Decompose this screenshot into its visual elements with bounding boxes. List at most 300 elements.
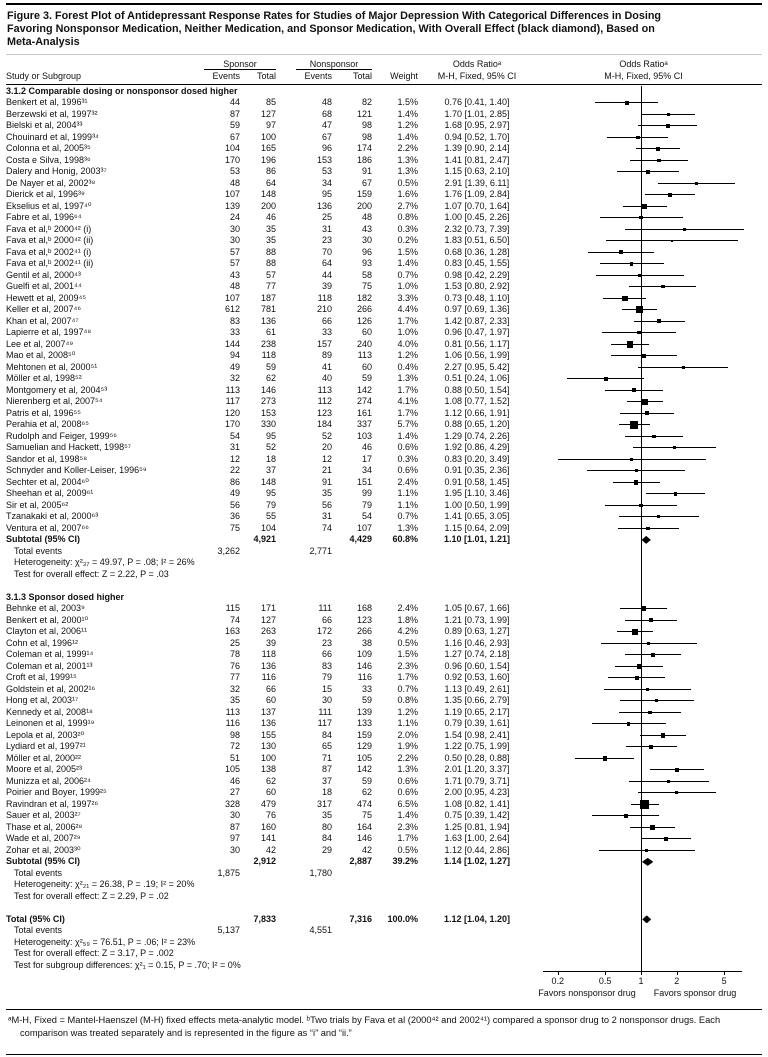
- stat-text: Test for overall effect: Z = 2.22, P = .03: [14, 568, 169, 579]
- spacer: [240, 868, 276, 880]
- point-estimate-marker: [656, 147, 661, 152]
- point-estimate-marker: [667, 780, 670, 783]
- weight: 1.7%: [397, 672, 418, 683]
- or-ci-text: 0.83 [0.20, 3.49]: [444, 453, 510, 464]
- study-label: Gentil et al, 2000⁴³: [6, 269, 81, 280]
- nonsponsor-events: 40: [321, 373, 332, 384]
- point-estimate-marker: [675, 791, 678, 794]
- point-estimate-marker: [619, 250, 623, 254]
- bottom-rule: [6, 1054, 762, 1055]
- weight: 1.1%: [397, 499, 418, 510]
- subtotal-row-weight: 39.2%: [392, 856, 418, 867]
- nonsponsor-total: 126: [356, 315, 372, 326]
- subtotal-row-sponsor-total: 4,921: [253, 534, 276, 545]
- point-estimate-marker: [652, 435, 656, 439]
- sponsor-events: 27: [229, 787, 240, 798]
- nonsponsor-events: 66: [321, 614, 332, 625]
- study-row: [6, 419, 762, 431]
- study-label: Benkert et al, 2000¹⁰: [6, 614, 89, 625]
- plot-cell: [536, 695, 751, 707]
- point-estimate-marker: [649, 745, 653, 749]
- point-estimate-marker: [630, 458, 633, 461]
- sponsor-total: 79: [265, 499, 276, 510]
- nonsponsor-events: 21: [321, 465, 332, 476]
- total-events-sponsor: 3,262: [217, 545, 240, 556]
- nonsponsor-total: 164: [356, 821, 372, 832]
- or-ci-text: 2.01 [1.20, 3.37]: [444, 764, 510, 775]
- favors-nonsponsor-label: Favors nonsponsor drug: [538, 988, 636, 999]
- nonsponsor-total: 337: [356, 419, 372, 430]
- sponsor-total: 66: [265, 683, 276, 694]
- nonsponsor-total: 75: [361, 281, 372, 292]
- nonsponsor-events: 47: [321, 120, 332, 131]
- plot-cell: [536, 707, 751, 719]
- weight: 1.3%: [397, 522, 418, 533]
- study-label: Sandor et al, 1998⁵⁸: [6, 453, 88, 464]
- weight: 2.2%: [397, 752, 418, 763]
- point-estimate-marker: [630, 421, 638, 429]
- nonsponsor-total: 159: [356, 189, 372, 200]
- sponsor-events: 22: [229, 465, 240, 476]
- header-spacer: [276, 58, 296, 70]
- column-header-mh-text: M-H, Fixed, 95% CI: [437, 70, 517, 81]
- plot-cell: [536, 385, 751, 397]
- study-label: Sir et al, 2005⁶²: [6, 499, 69, 510]
- or-ci-text: 0.88 [0.50, 1.54]: [444, 384, 510, 395]
- sponsor-events: 32: [229, 683, 240, 694]
- sponsor-total: 35: [265, 223, 276, 234]
- weight: 1.1%: [397, 718, 418, 729]
- nonsponsor-total: 59: [361, 373, 372, 384]
- sponsor-total: 127: [260, 108, 276, 119]
- study-row: [6, 638, 762, 650]
- plot-cell: [536, 684, 751, 696]
- nonsponsor-events: 80: [321, 821, 332, 832]
- nonsponsor-events: 12: [321, 453, 332, 464]
- plot-cell: [536, 339, 751, 351]
- or-ci-text: 0.98 [0.42, 2.29]: [444, 269, 510, 280]
- nonsponsor-events: 79: [321, 672, 332, 683]
- study-row: [6, 155, 762, 167]
- point-estimate-marker: [645, 411, 649, 415]
- weight: 2.0%: [397, 729, 418, 740]
- plot-cell: [536, 258, 751, 270]
- study-row: [6, 281, 762, 293]
- weight: 0.6%: [397, 465, 418, 476]
- column-header-study: Study or Subgroup: [6, 70, 82, 81]
- sponsor-events: 144: [224, 338, 240, 349]
- column-header-nonsponsor-events: Events: [304, 70, 332, 81]
- weight: 6.5%: [397, 798, 418, 809]
- figure-title-line-3: Meta-Analysis: [7, 36, 80, 49]
- sponsor-total: 85: [265, 97, 276, 108]
- point-estimate-marker: [675, 768, 679, 772]
- study-row: [6, 350, 762, 362]
- point-estimate-marker: [646, 688, 649, 691]
- study-row: [6, 316, 762, 328]
- sponsor-total: 104: [260, 522, 276, 533]
- study-label: Rudolph and Feiger, 1999⁵⁶: [6, 430, 118, 441]
- forest-plot-axis: [6, 971, 762, 1005]
- nonsponsor-events: 31: [321, 223, 332, 234]
- study-label: Hong et al, 2003¹⁷: [6, 695, 79, 706]
- study-label: Dalery and Honig, 2003³⁷: [6, 166, 107, 177]
- weight: 1.0%: [397, 327, 418, 338]
- sponsor-total: 76: [265, 810, 276, 821]
- point-estimate-marker: [666, 124, 669, 127]
- weight: 0.7%: [397, 269, 418, 280]
- sponsor-total: 57: [265, 269, 276, 280]
- nonsponsor-total: 266: [356, 304, 372, 315]
- study-row: [6, 672, 762, 684]
- study-row: [6, 258, 762, 270]
- stat-row: [6, 569, 762, 581]
- study-label: Kennedy et al, 2008¹⁸: [6, 706, 93, 717]
- study-label: Hewett et al, 2009⁴⁵: [6, 292, 87, 303]
- point-estimate-marker: [642, 354, 645, 357]
- plot-cell: [536, 178, 751, 190]
- plot-cell: [536, 753, 751, 765]
- weight: 1.2%: [397, 706, 418, 717]
- study-label: Perahia et al, 2008⁶⁵: [6, 419, 89, 430]
- weight: 1.4%: [397, 810, 418, 821]
- study-row: [6, 132, 762, 144]
- point-estimate-marker: [664, 837, 668, 841]
- nonsponsor-total: 174: [356, 143, 372, 154]
- nonsponsor-total: 48: [361, 212, 372, 223]
- subtotal-row-sponsor-total: 2,912: [253, 856, 276, 867]
- weight: 0.7%: [397, 511, 418, 522]
- nonsponsor-events: 153: [316, 154, 332, 165]
- subtotal-row-label: Subtotal (95% CI): [6, 534, 81, 545]
- nonsponsor-total: 93: [361, 258, 372, 269]
- or-ci-text: 1.21 [0.73, 1.99]: [444, 614, 510, 625]
- plot-cell: [536, 316, 751, 328]
- or-ci-text: 1.83 [0.51, 6.50]: [444, 235, 510, 246]
- weight: 1.3%: [397, 154, 418, 165]
- sponsor-total: 116: [261, 672, 276, 683]
- column-header-weight: Weight: [390, 70, 418, 81]
- nonsponsor-events: 157: [316, 338, 332, 349]
- sponsor-total: 62: [265, 775, 276, 786]
- weight: 1.3%: [397, 373, 418, 384]
- sponsor-total: 118: [261, 350, 276, 361]
- column-header-sponsor-events: Events: [212, 70, 240, 81]
- stat-text: Test for overall effect: Z = 3.17, P = .002: [14, 948, 174, 959]
- or-ci-text: 1.39 [0.90, 2.14]: [444, 143, 510, 154]
- sponsor-events: 78: [229, 649, 240, 660]
- study-label: Mehtonen et al, 2000⁵¹: [6, 361, 98, 372]
- sponsor-total: 77: [265, 281, 276, 292]
- point-estimate-marker: [646, 170, 650, 174]
- sponsor-total: 35: [265, 235, 276, 246]
- or-ci-text: 0.79 [0.39, 1.61]: [444, 718, 510, 729]
- plot-cell: [536, 511, 751, 523]
- or-ci-text: 1.00 [0.45, 2.26]: [444, 212, 510, 223]
- plot-cell: [536, 419, 751, 431]
- weight: 1.7%: [397, 315, 418, 326]
- plot-cell: [536, 488, 751, 500]
- study-label: Zohar et al, 2003³⁰: [6, 844, 81, 855]
- study-label: Costa e Silva, 1998³⁶: [6, 154, 91, 165]
- plot-cell: [536, 132, 751, 144]
- nonsponsor-total: 168: [356, 603, 372, 614]
- sponsor-events: 31: [229, 442, 240, 453]
- sponsor-total: 52: [265, 442, 276, 453]
- weight: 1.5%: [397, 97, 418, 108]
- study-row: [6, 753, 762, 765]
- study-label: Coleman et al, 2001¹³: [6, 660, 93, 671]
- plot-cell: [536, 120, 751, 132]
- nonsponsor-total: 62: [361, 787, 372, 798]
- study-row: [6, 178, 762, 190]
- sponsor-total: 64: [265, 177, 276, 188]
- axis-tick: [724, 971, 725, 975]
- study-label: Möller et al, 1998⁵²: [6, 373, 82, 384]
- point-estimate-marker: [603, 756, 608, 761]
- point-estimate-marker: [650, 825, 655, 830]
- study-label: Khan et al, 2007⁴⁷: [6, 315, 79, 326]
- point-estimate-marker: [695, 182, 698, 185]
- point-estimate-marker: [647, 642, 650, 645]
- study-label: De Nayer et al, 2002³⁸: [6, 177, 96, 188]
- point-estimate-marker: [671, 240, 674, 243]
- study-label: Guelfi et al, 2001⁴⁴: [6, 281, 82, 292]
- subtotal-row-nonsponsor-total: 2,887: [349, 856, 372, 867]
- sponsor-total: 46: [265, 212, 276, 223]
- sponsor-events: 54: [229, 430, 240, 441]
- study-row: [6, 822, 762, 834]
- nonsponsor-events: 84: [321, 833, 332, 844]
- axis-tick-label: 0.2: [551, 976, 565, 987]
- or-ci-text: 0.97 [0.69, 1.36]: [444, 304, 510, 315]
- point-estimate-marker: [642, 204, 647, 209]
- study-row: [6, 810, 762, 822]
- sponsor-total: 148: [260, 189, 276, 200]
- nonsponsor-total: 116: [357, 672, 372, 683]
- sponsor-total: 127: [260, 614, 276, 625]
- stat-row: [6, 891, 762, 903]
- subtotal-row-weight: 60.8%: [392, 534, 418, 545]
- plot-cell: [536, 224, 751, 236]
- stat-text: Heterogeneity: χ²₃₇ = 49.97, P = .08; I² = 26%: [14, 557, 195, 568]
- nonsponsor-events: 87: [321, 764, 332, 775]
- plot-cell: [536, 718, 751, 730]
- sponsor-events: 72: [229, 741, 240, 752]
- study-row: [6, 385, 762, 397]
- or-ci-text: 1.41 [0.81, 2.47]: [444, 154, 510, 165]
- weight: 0.8%: [397, 212, 418, 223]
- or-ci-text: 1.53 [0.80, 2.92]: [444, 281, 510, 292]
- study-row: [6, 845, 762, 857]
- plot-cell: [536, 212, 751, 224]
- weight: 0.3%: [397, 223, 418, 234]
- sponsor-total: 479: [260, 798, 276, 809]
- weight: 0.2%: [397, 235, 418, 246]
- plot-cell: [536, 787, 751, 799]
- plot-cell: [536, 97, 751, 109]
- nonsponsor-events: 31: [321, 511, 332, 522]
- sponsor-total: 136: [260, 315, 276, 326]
- plot-cell: [536, 649, 751, 661]
- sponsor-events: 163: [224, 626, 240, 637]
- weight: 0.6%: [397, 775, 418, 786]
- plot-cell: [536, 270, 751, 282]
- sponsor-events: 44: [229, 97, 240, 108]
- nonsponsor-total: 266: [356, 626, 372, 637]
- plot-cell: [536, 431, 751, 443]
- spacer: [240, 546, 276, 558]
- sponsor-events: 24: [229, 212, 240, 223]
- sponsor-events: 49: [229, 488, 240, 499]
- weight: 1.0%: [397, 281, 418, 292]
- summary-diamond: [642, 915, 651, 923]
- study-label: Thase et al, 2006²⁸: [6, 821, 83, 832]
- nonsponsor-events: 30: [321, 695, 332, 706]
- point-estimate-marker: [634, 480, 639, 485]
- nonsponsor-events: 66: [321, 649, 332, 660]
- nonsponsor-events: 44: [321, 269, 332, 280]
- or-ci-text: 0.96 [0.47, 1.97]: [444, 327, 510, 338]
- nonsponsor-events: 111: [318, 706, 332, 717]
- figure-title-line-2: Favoring Nonsponsor Medication, Neither Medication, and Sponsor Medication, With Overall Effect (black diamond), Based on: [7, 23, 655, 36]
- weight: 1.7%: [397, 833, 418, 844]
- study-row: [6, 776, 762, 788]
- nonsponsor-total: 186: [356, 154, 372, 165]
- sponsor-events: 48: [229, 281, 240, 292]
- nonsponsor-total: 103: [356, 430, 372, 441]
- plot-cell: [536, 465, 751, 477]
- nonsponsor-total: 105: [356, 752, 372, 763]
- study-row: [6, 661, 762, 673]
- weight: 2.4%: [397, 476, 418, 487]
- nonsponsor-total: 107: [356, 522, 372, 533]
- nonsponsor-events: 66: [321, 315, 332, 326]
- point-estimate-marker: [646, 527, 650, 531]
- weight: 3.3%: [397, 292, 418, 303]
- plot-cell: [536, 166, 751, 178]
- nonsponsor-events: 53: [321, 166, 332, 177]
- sponsor-events: 104: [224, 143, 240, 154]
- plot-cell: [536, 201, 751, 213]
- sponsor-events: 113: [225, 706, 240, 717]
- figure-title: [6, 5, 762, 54]
- or-ci-text: 1.29 [0.74, 2.26]: [444, 430, 510, 441]
- total-events-row: [6, 925, 762, 937]
- sponsor-events: 56: [229, 499, 240, 510]
- point-estimate-marker: [657, 159, 661, 163]
- sponsor-total: 97: [265, 120, 276, 131]
- total-events-label: Total events: [14, 925, 63, 936]
- subtotal-row-label: Subtotal (95% CI): [6, 856, 81, 867]
- sponsor-events: 107: [224, 189, 240, 200]
- sponsor-events: 98: [229, 729, 240, 740]
- sponsor-events: 328: [224, 798, 240, 809]
- nonsponsor-total: 240: [356, 338, 372, 349]
- or-ci-text: 1.76 [1.09, 2.84]: [444, 189, 510, 200]
- nonsponsor-total: 98: [361, 131, 372, 142]
- or-ci-text: 0.91 [0.35, 2.36]: [444, 465, 510, 476]
- nonsponsor-events: 210: [316, 304, 332, 315]
- weight: 1.5%: [397, 246, 418, 257]
- nonsponsor-events: 67: [321, 131, 332, 142]
- plot-cell: [536, 350, 751, 362]
- study-row: [6, 362, 762, 374]
- study-row: [6, 626, 762, 638]
- overall-total-row-sponsor-total: 7,833: [253, 913, 276, 924]
- study-label: Montgomery et al, 2004⁵³: [6, 384, 108, 395]
- plot-cell: [536, 856, 751, 868]
- sponsor-events: 57: [229, 246, 240, 257]
- study-row: [6, 212, 762, 224]
- study-label: Ravindran et al, 1997²⁶: [6, 798, 99, 809]
- study-label: Nierenberg et al, 2007⁵⁴: [6, 396, 103, 407]
- or-ci-text: 1.05 [0.67, 1.66]: [444, 603, 510, 614]
- weight: 1.8%: [397, 614, 418, 625]
- nonsponsor-events: 23: [321, 235, 332, 246]
- sponsor-total: 330: [260, 419, 276, 430]
- nonsponsor-events: 84: [321, 729, 332, 740]
- study-label: Clayton et al, 2006¹¹: [6, 626, 88, 637]
- nonsponsor-events: 118: [317, 292, 332, 303]
- study-row: [6, 442, 762, 454]
- or-ci-text: 1.95 [1.10, 3.46]: [444, 488, 510, 499]
- point-estimate-marker: [627, 341, 633, 347]
- sponsor-events: 94: [229, 350, 240, 361]
- or-ci-text: 1.25 [0.81, 1.94]: [444, 821, 510, 832]
- study-row: [6, 327, 762, 339]
- weight: 0.4%: [397, 361, 418, 372]
- nonsponsor-total: 17: [361, 453, 372, 464]
- plot-cell: [536, 833, 751, 845]
- sponsor-total: 187: [260, 292, 276, 303]
- nonsponsor-total: 58: [361, 269, 372, 280]
- weight: 0.6%: [397, 442, 418, 453]
- study-row: [6, 247, 762, 259]
- study-label: Sheehan et al, 2009⁶¹: [6, 488, 94, 499]
- study-row: [6, 304, 762, 316]
- weight: 4.0%: [397, 338, 418, 349]
- or-ci-text: 0.89 [0.63, 1.27]: [444, 626, 510, 637]
- nonsponsor-events: 18: [321, 787, 332, 798]
- study-row: [6, 488, 762, 500]
- stat-row: [6, 557, 762, 569]
- plot-cell: [536, 281, 751, 293]
- sponsor-events: 30: [229, 235, 240, 246]
- nonsponsor-events: 95: [321, 189, 332, 200]
- axis-tick: [558, 971, 559, 975]
- sponsor-total: 42: [265, 844, 276, 855]
- point-estimate-marker: [683, 228, 686, 231]
- point-estimate-marker: [648, 711, 651, 714]
- sponsor-total: 60: [265, 695, 276, 706]
- nonsponsor-total: 38: [361, 637, 372, 648]
- study-row: [6, 718, 762, 730]
- weight: 1.2%: [397, 120, 418, 131]
- nonsponsor-total: 59: [361, 695, 372, 706]
- stat-row: [6, 948, 762, 960]
- weight: 1.4%: [397, 430, 418, 441]
- sponsor-total: 273: [260, 396, 276, 407]
- nonsponsor-events: 41: [321, 361, 332, 372]
- nonsponsor-events: 317: [316, 798, 332, 809]
- study-label: Munizza et al, 2006²⁴: [6, 775, 91, 786]
- sponsor-events: 170: [224, 154, 240, 165]
- study-row: [6, 120, 762, 132]
- subtotal-row-or-ci: 1.14 [1.02, 1.27]: [443, 856, 511, 867]
- point-estimate-marker: [642, 399, 649, 406]
- study-row: [6, 109, 762, 121]
